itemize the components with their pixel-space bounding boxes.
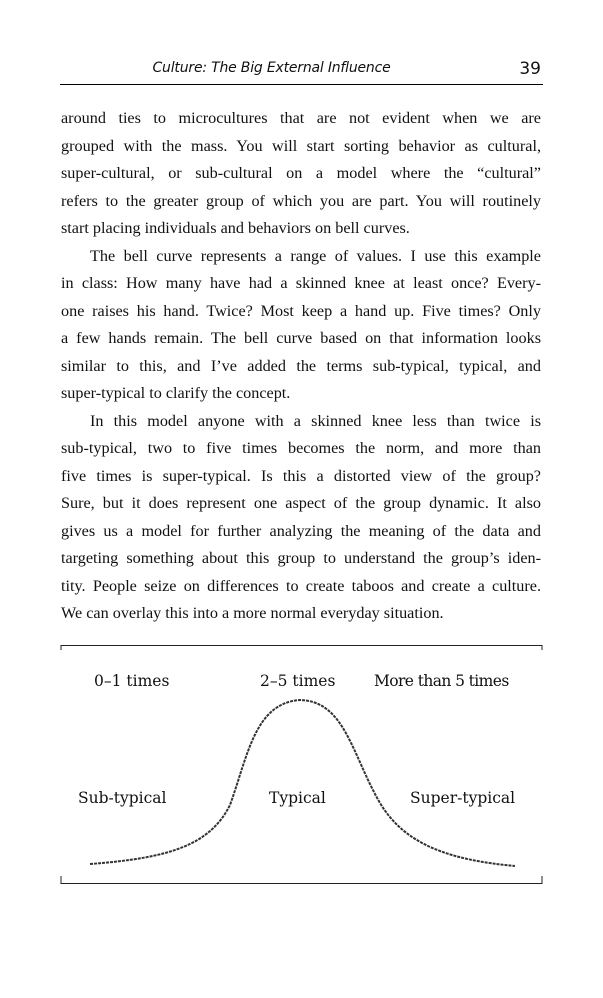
body-text bbox=[61, 105, 541, 628]
text-line: In this model anyone with a skinned knee less than twice is bbox=[90, 411, 541, 430]
frame-bottom bbox=[61, 876, 542, 884]
text-line: grouped with the mass. You will start sorting behavior as cultural, bbox=[61, 136, 541, 155]
frame-top bbox=[61, 646, 542, 651]
text-line: super-cultural, or sub-cultural on a model where the “cultural” bbox=[61, 164, 541, 182]
region-label-typical: Typical bbox=[269, 789, 326, 807]
text-line: similar to this, and I’ve added the terms sub-typical, typical, and bbox=[61, 356, 541, 375]
region-label-super-typical: Super-typical bbox=[410, 789, 516, 807]
bell-curve-line bbox=[90, 700, 515, 866]
top-label-2-5-times: 2–5 times bbox=[260, 672, 336, 690]
top-label-0-1-times: 0–1 times bbox=[94, 672, 170, 690]
running-title: Culture: The Big External Influence bbox=[152, 60, 391, 76]
region-label-sub-typical: Sub-typical bbox=[78, 789, 167, 807]
text-line: refers to the greater group of which you are part. You will routinely bbox=[61, 191, 541, 210]
paragraph-2 bbox=[61, 243, 541, 408]
text-line: gives us a model for further analyzing the meaning of the data and bbox=[61, 521, 541, 540]
running-head bbox=[60, 58, 543, 85]
text-line: The bell curve represents a range of values. I use this example bbox=[90, 246, 541, 265]
text-line: one raises his hand. Twice? Most keep a hand up. Five times? Only bbox=[61, 301, 541, 320]
page-number: 39 bbox=[519, 59, 541, 79]
text-line: around ties to microcultures that are not evident when we are bbox=[61, 109, 541, 127]
text-line: in class: How many have had a skinned knee at least once? Every- bbox=[61, 274, 541, 292]
text-line: We can overlay this into a more normal everyday situation. bbox=[61, 604, 444, 622]
text-line: a few hands remain. The bell curve based on that information looks bbox=[61, 329, 541, 347]
text-line: start placing individuals and behaviors on bell curves. bbox=[61, 219, 410, 237]
text-line: super-typical to clarify the concept. bbox=[61, 384, 291, 402]
top-label-more-than-5: More than 5 times bbox=[374, 672, 509, 690]
paragraph-3 bbox=[61, 408, 541, 628]
text-line: five times is super-typical. Is this a distorted view of the group? bbox=[61, 466, 541, 485]
paragraph-1 bbox=[61, 105, 541, 243]
text-line: Sure, but it does represent one aspect of the group dynamic. It also bbox=[61, 494, 541, 512]
text-line: targeting something about this group to understand the group’s iden- bbox=[61, 549, 541, 567]
text-line: tity. People seize on differences to create taboos and create a culture. bbox=[61, 576, 541, 595]
bell-curve-figure bbox=[60, 645, 543, 885]
text-line: sub-typical, two to five times becomes the norm, and more than bbox=[61, 439, 541, 457]
